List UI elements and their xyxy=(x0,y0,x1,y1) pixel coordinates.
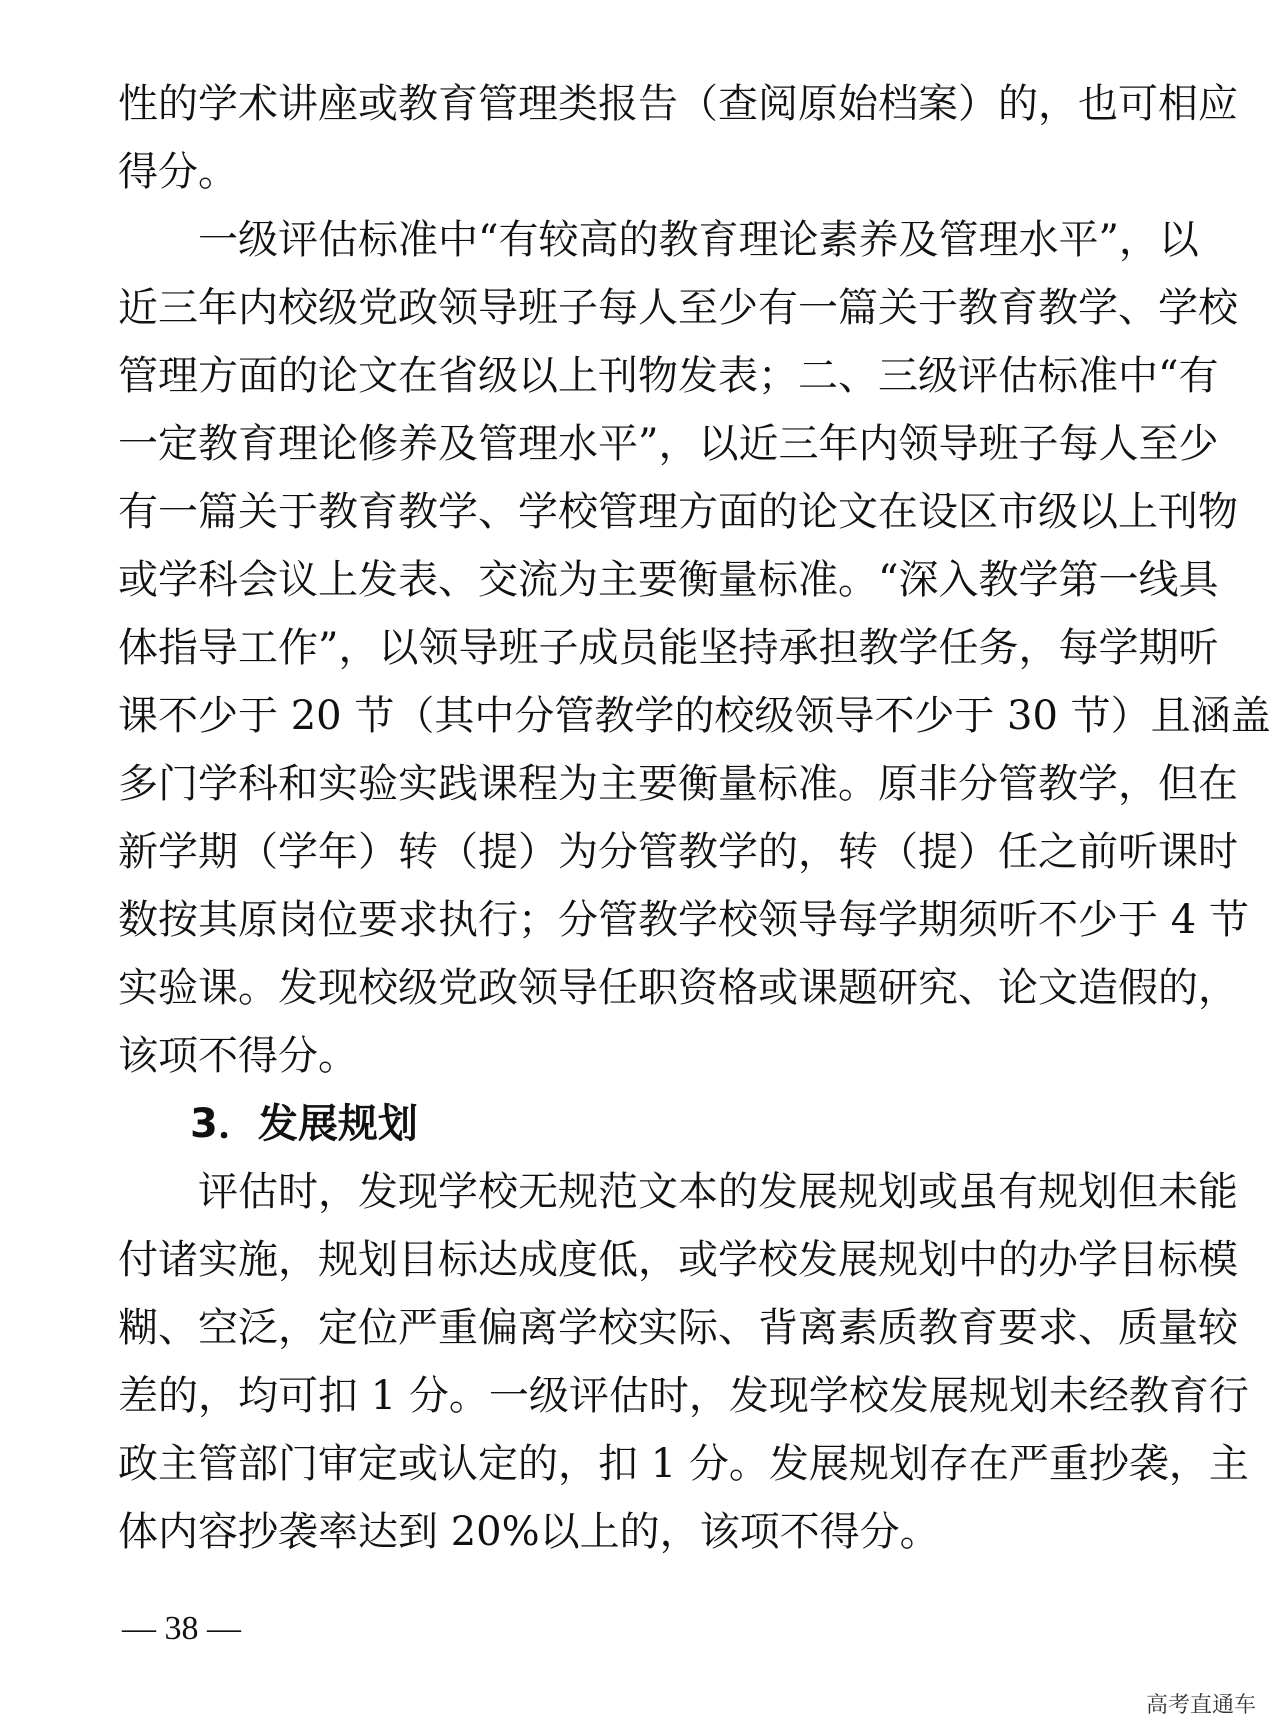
text-line: 或学科会议上发表、交流为主要衡量标准。“深入教学第一线具 xyxy=(118,557,1219,603)
text-line: 有一篇关于教育教学、学校管理方面的论文在设区市级以上刊物 xyxy=(118,489,1238,535)
body-text xyxy=(118,70,1271,1566)
text-line: 得分。 xyxy=(118,149,238,195)
text-line: 该项不得分。 xyxy=(118,1033,358,1079)
text-line: 一级评估标准中“有较高的教育理论素养及管理水平”，以 xyxy=(198,217,1199,263)
text-line: 课不少于 20 节（其中分管教学的校级领导不少于 30 节）且涵盖 xyxy=(118,693,1271,739)
text-line: 评估时，发现学校无规范文本的发展规划或虽有规划但未能 xyxy=(198,1169,1238,1215)
text-line: 多门学科和实验实践课程为主要衡量标准。原非分管教学，但在 xyxy=(118,761,1238,807)
text-line: 一定教育理论修养及管理水平”，以近三年内领导班子每人至少 xyxy=(118,421,1219,467)
text-line: 性的学术讲座或教育管理类报告（查阅原始档案）的，也可相应 xyxy=(118,81,1238,127)
text-line: 付诸实施，规划目标达成度低，或学校发展规划中的办学目标模 xyxy=(118,1237,1238,1283)
text-line: 实验课。发现校级党政领导任职资格或课题研究、论文造假的， xyxy=(118,965,1238,1011)
text-line: 近三年内校级党政领导班子每人至少有一篇关于教育教学、学校 xyxy=(118,285,1238,331)
text-line: 差的，均可扣 1 分。一级评估时，发现学校发展规划未经教育行 xyxy=(118,1373,1249,1419)
text-line: 新学期（学年）转（提）为分管教学的，转（提）任之前听课时 xyxy=(118,829,1238,875)
text-line: 体指导工作”，以领导班子成员能坚持承担教学任务，每学期听 xyxy=(118,625,1219,671)
text-line: 体内容抄袭率达到 20%以上的，该项不得分。 xyxy=(118,1509,940,1555)
section-heading: 3．发展规划 xyxy=(190,1101,418,1147)
text-line: 管理方面的论文在省级以上刊物发表；二、三级评估标准中“有 xyxy=(118,353,1219,399)
text-line: 数按其原岗位要求执行；分管教学校领导每学期须听不少于 4 节 xyxy=(118,897,1249,943)
watermark: 高考直通车 xyxy=(1145,1693,1256,1718)
text-line: 政主管部门审定或认定的，扣 1 分。发展规划存在严重抄袭，主 xyxy=(118,1441,1249,1487)
page-number: — 38 — xyxy=(122,1610,241,1647)
text-line: 糊、空泛，定位严重偏离学校实际、背离素质教育要求、质量较 xyxy=(118,1305,1238,1351)
